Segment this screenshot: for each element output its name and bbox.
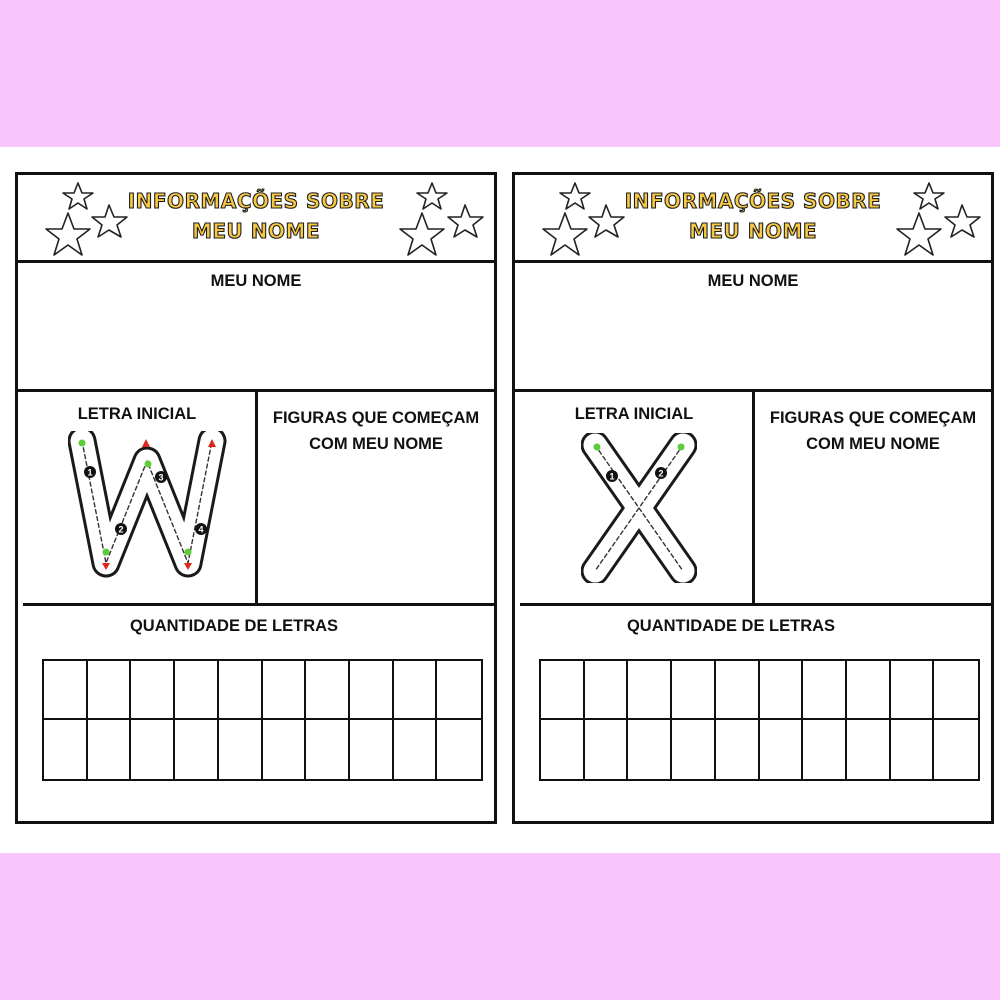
header-title-line2: MEU NOME [191, 219, 321, 243]
letter-box[interactable] [219, 661, 263, 720]
letter-count-label: QUANTIDADE DE LETRAS [129, 617, 339, 635]
letter-box[interactable] [585, 720, 629, 779]
svg-text:3: 3 [158, 472, 164, 483]
letter-box[interactable] [672, 661, 716, 720]
svg-text:2: 2 [658, 468, 664, 479]
letter-box[interactable] [306, 661, 350, 720]
letter-box[interactable] [306, 720, 350, 779]
letter-box[interactable] [175, 661, 219, 720]
header-title-line1: INFORMAÇÕES SOBRE [127, 189, 385, 213]
figures-label [258, 405, 494, 457]
letter-box[interactable] [541, 720, 585, 779]
letter-x-tracing [581, 433, 697, 583]
letter-box[interactable] [847, 661, 891, 720]
letter-box[interactable] [394, 720, 438, 779]
letter-box[interactable] [350, 661, 394, 720]
header-title-line2: MEU NOME [688, 219, 818, 243]
svg-text:1: 1 [609, 471, 615, 482]
letter-box[interactable] [803, 720, 847, 779]
letter-box[interactable] [131, 720, 175, 779]
letter-box[interactable] [585, 661, 629, 720]
letter-box[interactable] [541, 661, 585, 720]
worksheet-x [512, 172, 994, 824]
svg-text:4: 4 [198, 524, 204, 535]
letter-box[interactable] [934, 661, 978, 720]
letter-box[interactable] [891, 720, 935, 779]
letter-box[interactable] [88, 661, 132, 720]
letter-box[interactable] [437, 720, 481, 779]
letter-box[interactable] [716, 720, 760, 779]
letter-box[interactable] [760, 661, 804, 720]
letter-box[interactable] [716, 661, 760, 720]
letter-box[interactable] [628, 661, 672, 720]
letter-count-label: QUANTIDADE DE LETRAS [626, 617, 836, 635]
letter-box[interactable] [44, 720, 88, 779]
letter-box[interactable] [175, 720, 219, 779]
letter-box[interactable] [847, 720, 891, 779]
name-section-label: MEU NOME [210, 272, 302, 290]
letter-count-grid[interactable] [42, 659, 483, 781]
divider [520, 603, 993, 606]
figures-label-line1: FIGURAS QUE COMEÇAM [769, 409, 977, 427]
initial-letter-label: LETRA INICIAL [77, 405, 197, 423]
header-title-line1: INFORMAÇÕES SOBRE [624, 189, 882, 213]
worksheet-header [515, 175, 991, 263]
letter-box[interactable] [44, 661, 88, 720]
letter-box[interactable] [803, 661, 847, 720]
figures-label-line1: FIGURAS QUE COMEÇAM [272, 409, 480, 427]
divider [23, 603, 496, 606]
letter-box[interactable] [131, 661, 175, 720]
name-section-label: MEU NOME [707, 272, 799, 290]
letter-box[interactable] [760, 720, 804, 779]
letter-box[interactable] [263, 661, 307, 720]
bottom-pink-band [0, 853, 1000, 1000]
svg-text:1: 1 [87, 467, 93, 478]
figures-label-line2: COM MEU NOME [309, 435, 443, 453]
figures-label [755, 405, 991, 457]
letter-box[interactable] [219, 720, 263, 779]
figures-label-line2: COM MEU NOME [806, 435, 940, 453]
initial-letter-label: LETRA INICIAL [574, 405, 694, 423]
letter-box[interactable] [263, 720, 307, 779]
letter-w-tracing [68, 431, 230, 579]
letter-box[interactable] [891, 661, 935, 720]
letter-box[interactable] [628, 720, 672, 779]
worksheet-header [18, 175, 494, 263]
top-pink-band [0, 0, 1000, 147]
letter-box[interactable] [934, 720, 978, 779]
letter-count-grid[interactable] [539, 659, 980, 781]
worksheet-w [15, 172, 497, 824]
svg-text:2: 2 [118, 524, 124, 535]
letter-box[interactable] [350, 720, 394, 779]
letter-box[interactable] [394, 661, 438, 720]
letter-box[interactable] [672, 720, 716, 779]
letter-box[interactable] [437, 661, 481, 720]
letter-box[interactable] [88, 720, 132, 779]
